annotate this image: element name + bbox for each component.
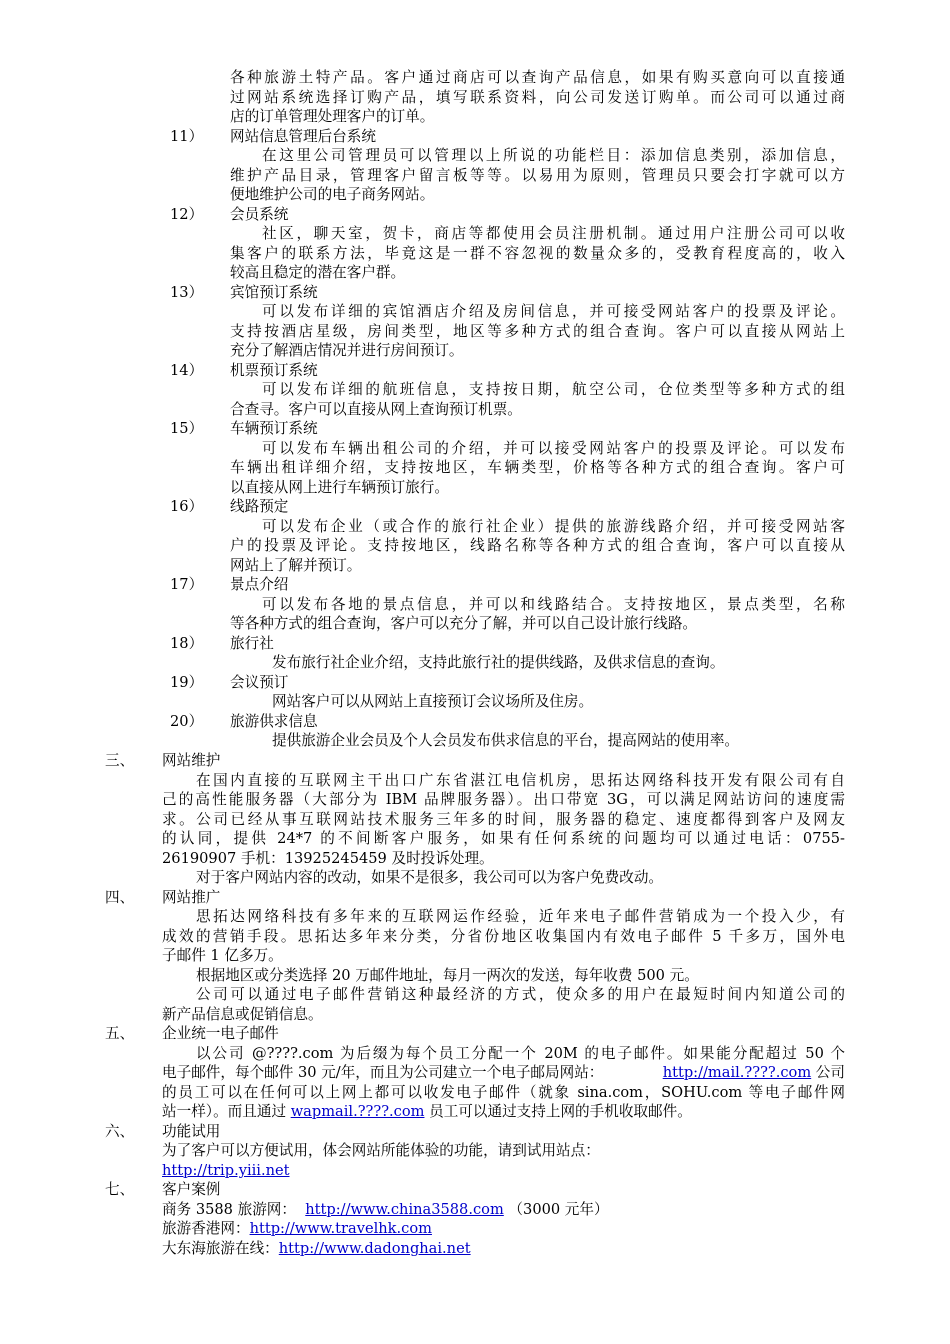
body-text-line: 根据地区或分类选择 20 万邮件地址，每月一两次的发送，每年收费 500 元。 xyxy=(196,967,699,984)
section-number: 六、 xyxy=(105,1123,135,1140)
body-text-line: 户的投票及评论。支持按地区，线路名称等各种方式的组合查询，客户可以直接从 xyxy=(230,537,845,554)
body-text-line: 可以发布各地的景点信息，并可以和线路结合。支持按地区，景点类型，名称 xyxy=(262,596,845,613)
item-title: 机票预订系统 xyxy=(230,362,318,379)
body-text-line: 维护产品目录，管理客户留言板等等。以易用为原则，管理员只要会打字就可以方 xyxy=(230,167,845,184)
body-text-line-with-link xyxy=(162,1063,845,1083)
body-text-line: 各种旅游土特产品。客户通过商店可以查询产品信息，如果有购买意向可以直接通 xyxy=(230,69,845,86)
item-title: 旅行社 xyxy=(230,635,274,652)
client-name: 商务 3588 旅游网： xyxy=(162,1201,306,1218)
item-title: 网站信息管理后台系统 xyxy=(230,128,376,145)
body-text-line: 充分了解酒店情况并进行房间预订。 xyxy=(230,342,464,359)
body-text-line: 新产品信息或促销信息。 xyxy=(162,1006,323,1023)
section-title: 网站维护 xyxy=(162,752,221,769)
body-text-line: 对于客户网站内容的改动，如果不是很多，我公司可以为客户免费改动。 xyxy=(196,869,664,886)
client-link-travelhk[interactable]: http://www.travelhk.com xyxy=(249,1220,432,1237)
body-text-line: 支持按酒店星级，房间类型，地区等多种方式的组合查询。客户可以直接从网站上 xyxy=(230,323,845,340)
body-text-line: 以公司 @????.com 为后缀为每个员工分配一个 20M 的电子邮件。如果能分配超过 50 个 xyxy=(196,1045,845,1062)
item-number: 12） xyxy=(170,206,204,223)
client-case-line xyxy=(162,1219,432,1239)
body-text-line: 思拓达网络科技有多年来的互联网运作经验，近年来电子邮件营销成为一个投入少，有 xyxy=(196,908,845,925)
item-number: 19） xyxy=(170,674,204,691)
text-fragment: 电子邮件，每个邮件 30 元/年，而且为公司建立一个电子邮局网站： xyxy=(162,1064,604,1081)
body-text-line: 社区，聊天室，贺卡，商店等都使用会员注册机制。通过用户注册公司可以收 xyxy=(262,225,845,242)
item-title: 景点介绍 xyxy=(230,576,289,593)
body-text-line: 求。公司已经从事互联网站技术服务三年多的时间，服务器的稳定、速度都得到客户及网友 xyxy=(162,811,845,828)
body-text-line: 在国内直接的互联网主干出口广东省湛江电信机房，思拓达网络科技开发有限公司有自 xyxy=(196,772,845,789)
client-price: （3000 元年） xyxy=(503,1201,609,1218)
item-title: 会议预订 xyxy=(230,674,289,691)
section-title: 功能试用 xyxy=(162,1123,221,1140)
item-number: 15） xyxy=(170,420,204,437)
section-title: 客户案例 xyxy=(162,1181,221,1198)
text-fragment: 员工可以通过支持上网的手机收取邮件。 xyxy=(424,1103,692,1120)
client-name: 旅游香港网： xyxy=(162,1220,250,1237)
item-number: 17） xyxy=(170,576,204,593)
item-number: 20） xyxy=(170,713,204,730)
body-text-line: 己的高性能服务器（大部分为 IBM 品牌服务器）。出口带宽 3G，可以满足网站访问的速度需 xyxy=(162,791,845,808)
client-case-line xyxy=(162,1239,471,1259)
body-text-line: 集客户的联系方法，毕竟这是一群不容忽视的数量众多的，受教育程度高的，收入 xyxy=(230,245,845,262)
body-text-line: 过网站系统选择订购产品，填写联系资料，向公司发送订购单。而公司可以通过商 xyxy=(230,89,845,106)
body-text-line: 成效的营销手段。思拓达多年来分类，分省份地区收集国内有效电子邮件 5 千多万，国外电 xyxy=(162,928,845,945)
body-text-line: 可以发布车辆出租公司的介绍，并可以接受网站客户的投票及评论。可以发布 xyxy=(262,440,845,457)
trial-site-link[interactable]: http://trip.yiii.net xyxy=(162,1162,290,1179)
section-number: 四、 xyxy=(105,889,135,906)
body-text-line-with-link xyxy=(162,1102,692,1122)
section-number: 七、 xyxy=(105,1181,135,1198)
body-text-line: 在这里公司管理员可以管理以上所说的功能栏目：添加信息类别，添加信息， xyxy=(262,147,845,164)
body-text-line: 可以发布企业（或合作的旅行社企业）提供的旅游线路介绍，并可接受网站客 xyxy=(262,518,845,535)
section-number: 五、 xyxy=(105,1025,135,1042)
body-text-line: 26190907 手机：13925245459 及时投诉处理。 xyxy=(162,850,494,867)
body-text-line: 公司可以通过电子邮件营销这种最经济的方式，使众多的用户在最短时间内知道公司的 xyxy=(196,986,845,1003)
body-text-line: 以直接从网上进行车辆预订旅行。 xyxy=(230,479,449,496)
wapmail-link[interactable]: wapmail.????.com xyxy=(290,1103,425,1120)
body-text-line: 合查寻。客户可以直接从网上查询预订机票。 xyxy=(230,401,522,418)
text-fragment: 公司 xyxy=(811,1064,845,1081)
item-title: 宾馆预订系统 xyxy=(230,284,318,301)
body-text-line: 便地维护公司的电子商务网站。 xyxy=(230,186,435,203)
client-case-line xyxy=(162,1200,609,1220)
body-text-line: 网站客户可以从网站上直接预订会议场所及住房。 xyxy=(272,693,594,710)
item-number: 11） xyxy=(170,128,204,145)
text-fragment: 站一样）。而且通过 xyxy=(162,1103,291,1120)
body-text-line: 的员工可以在任何可以上网上都可以收发电子邮件（就象 sina.com，SOHU.com 等电子邮件网 xyxy=(162,1084,845,1101)
body-text-line: 可以发布详细的宾馆酒店介绍及房间信息，并可接受网站客户的投票及评论。 xyxy=(262,303,845,320)
body-text-line: 的认同，提供 24*7 的不间断客户服务，如果有任何系统的问题均可以通过电话：0755- xyxy=(162,830,845,847)
body-text-line: 发布旅行社企业介绍，支持此旅行社的提供线路，及供求信息的查询。 xyxy=(272,654,725,671)
body-text-line: 车辆出租详细介绍，支持按地区，车辆类型，价格等各种方式的组合查询。客户可 xyxy=(230,459,845,476)
item-number: 16） xyxy=(170,498,204,515)
item-title: 线路预定 xyxy=(230,498,289,515)
body-text-line: 等各种方式的组合查询，客户可以充分了解，并可以自己设计旅行线路。 xyxy=(230,615,698,632)
item-title: 旅游供求信息 xyxy=(230,713,318,730)
client-link-dadonghai[interactable]: http://www.dadonghai.net xyxy=(278,1240,471,1257)
item-title: 会员系统 xyxy=(230,206,289,223)
section-title: 企业统一电子邮件 xyxy=(162,1025,279,1042)
body-text-line: 可以发布详细的航班信息，支持按日期，航空公司，仓位类型等多种方式的组 xyxy=(262,381,845,398)
item-number: 14） xyxy=(170,362,204,379)
section-number: 三、 xyxy=(105,752,135,769)
item-title: 车辆预订系统 xyxy=(230,420,318,437)
client-link-china3588[interactable]: http://www.china3588.com xyxy=(305,1201,504,1218)
body-text-line: 店的订单管理处理客户的订单。 xyxy=(230,108,435,125)
mail-link[interactable]: http://mail.????.com xyxy=(662,1064,812,1081)
item-number: 13） xyxy=(170,284,204,301)
item-number: 18） xyxy=(170,635,204,652)
body-text-line: 网站上了解并预订。 xyxy=(230,557,362,574)
body-text-line: 子邮件 1 亿多万。 xyxy=(162,947,283,964)
client-name: 大东海旅游在线： xyxy=(162,1240,279,1257)
body-text-line: 为了客户可以方便试用，体会网站所能体验的功能，请到试用站点： xyxy=(162,1142,600,1159)
body-text-line: 较高且稳定的潜在客户群。 xyxy=(230,264,406,281)
section-title: 网站推广 xyxy=(162,889,221,906)
body-text-line: 提供旅游企业会员及个人会员发布供求信息的平台，提高网站的使用率。 xyxy=(272,732,740,749)
